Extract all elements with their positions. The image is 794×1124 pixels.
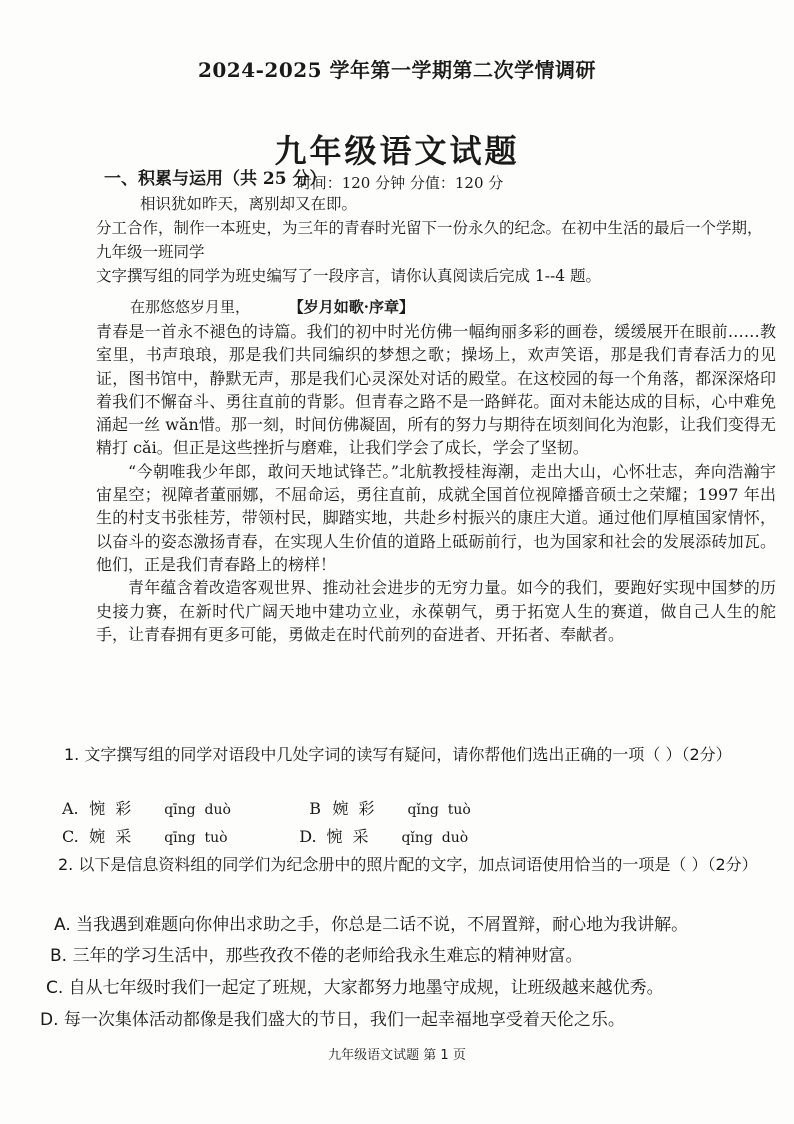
option-pinyin: qǐng tuò bbox=[407, 802, 471, 818]
exam-year-title: 2024-2025 学年第一学期第二次学情调研 bbox=[197, 58, 597, 82]
option-letter: D. bbox=[299, 827, 317, 846]
intro-line-1: 相识犹如昨天，离别却又在即。 bbox=[140, 195, 358, 213]
article-heading bbox=[96, 296, 774, 318]
option-letter: B bbox=[309, 799, 322, 818]
question-2-option-a: A. 当我遇到难题向你伸出求助之手，你总是二话不说，不屑置辩，耐心地为我讲解。 bbox=[54, 915, 689, 935]
intro-line-3: 文字撰写组的同学为班史编写了一段序言，请你认真阅读后完成 1--4 题。 bbox=[96, 267, 602, 285]
option-letter: C. bbox=[62, 827, 79, 846]
article-body bbox=[96, 320, 776, 646]
article-paragraph-3: 青年蕴含着改造客观世界、推动社会进步的无穷力量。如今的我们，要跑好实现中国梦的历史接力赛，在新时代广阔天地中建功立业，永葆朝气，勇于拓宽人生的赛道，做自己人生的舵手，让青春拥有更多可能，勇做走在时代前列的奋进者、开拓者、奉献者。 bbox=[96, 578, 776, 644]
article-paragraph-1: 青春是一首永不褪色的诗篇。我们的初中时光仿佛一幅绚丽多彩的画卷，缓缓展开在眼前……教室里，书声琅琅，那是我们共同编织的梦想之歌；操场上，欢声笑语，那是我们青春活力的见证，图书馆中，静默无声，那是我们心灵深处对话的殿堂。在这校园的每一个角落，都深深烙印着我们不懈奋斗、勇往直前的背影。但青春之路不是一路鲜花。面对未能达成的目标，心中难免涌起一丝 wǎn惜。那一刻，时间仿佛凝固，所有的努力与期待在顷刻间化为泡影，让我们变得无精打 cǎi。但正是这些挫折与磨难，让我们学会了成长，学会了坚韧。 bbox=[96, 322, 776, 458]
question-1-options-row-1 bbox=[62, 796, 527, 819]
article-paragraph-2: “今朝唯我少年郎，敢问天地试锋芒。”北航教授桂海潮，走出大山，心怀壮志，奔向浩瀚宇宙星空；视障者董丽娜，不屈命运，勇往直前，成就全国首位视障播音硕士之荣耀；1997 年出生的村支书张桂芳，带领村民，脚踏实地，共赴乡村振兴的康庄大道。通过他们厚植国家情怀，以奋斗的姿态激扬青春，在实现人生价值的道路上砥砺前行，也为国家和社会的发展添砖加瓦。他们，正是我们青春路上的榜样！ bbox=[96, 461, 776, 574]
option-letter: A. bbox=[62, 799, 79, 818]
article-title: 【岁月如歌·序章】 bbox=[288, 298, 415, 316]
page-footer: 九年级语文试题 第 1 页 bbox=[328, 1048, 466, 1063]
question-2-option-b: B. 三年的学习生活中，那些孜孜不倦的老师给我永生难忘的精神财富。 bbox=[50, 946, 583, 966]
intro-line-2: 分工合作，制作一本班史，为三年的青春时光留下一份永久的纪念。在初中生活的最后一个学期，九年级一班同学 bbox=[96, 219, 763, 261]
question-1-stem: 1. 文字撰写组的同学对语段中几处字词的读写有疑问，请你帮他们选出正确的一项（ ）（2分） bbox=[64, 745, 732, 764]
option-pinyin: qīng duò bbox=[164, 802, 231, 818]
question-1-options-row-2 bbox=[62, 824, 521, 847]
option-pinyin: qǐng duò bbox=[401, 830, 469, 846]
question-2-stem: 2. 以下是信息资料组的同学们为纪念册中的照片配的文字，加点词语使用恰当的一项是（ ）（2分） bbox=[58, 855, 758, 874]
intro-paragraph bbox=[96, 192, 774, 288]
question-2-option-c: C. 自从七年级时我们一起定了班规，大家都努力地墨守成规，让班级越来越优秀。 bbox=[46, 978, 664, 998]
section-title: 一、积累与运用（共 25 分） bbox=[104, 169, 327, 189]
article-lead: 在那悠悠岁月里， bbox=[130, 298, 251, 316]
option-chars: 婉 彩 bbox=[332, 799, 375, 818]
exam-title: 九年级语文试题 bbox=[274, 132, 520, 170]
option-chars: 惋 采 bbox=[326, 827, 369, 846]
exam-meta: 时间：120 分钟 分值：120 分 bbox=[296, 174, 504, 192]
option-chars: 惋 彩 bbox=[89, 799, 132, 818]
question-2-option-d: D. 每一次集体活动都像是我们盛大的节日，我们一起幸福地享受着天伦之乐。 bbox=[40, 1010, 625, 1030]
option-pinyin: qīng tuò bbox=[164, 830, 228, 846]
option-chars: 婉 采 bbox=[89, 827, 132, 846]
